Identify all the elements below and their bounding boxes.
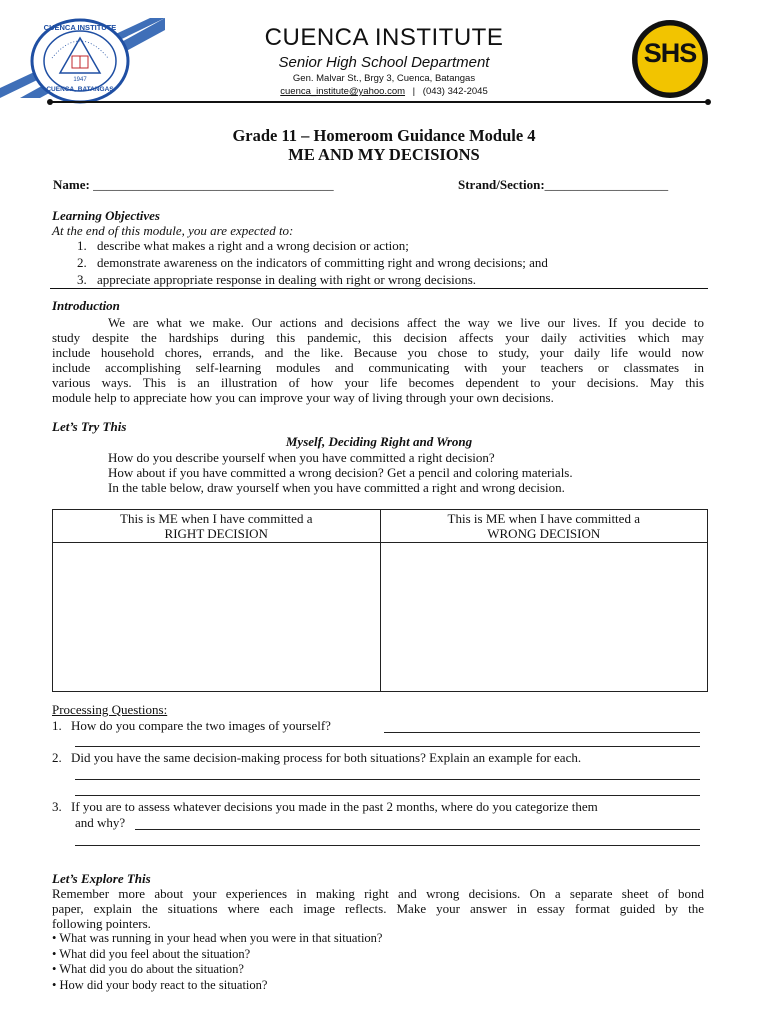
bullet: • (52, 931, 57, 945)
intro-line: various ways. This is an illustration of how your life becomes dependent to your decisions. May this (52, 375, 704, 390)
answer-line[interactable] (75, 746, 700, 747)
objective-text: describe what makes a right and a wrong decision or action; (97, 238, 409, 253)
objectives-intro: At the end of this module, you are expected to: (52, 223, 294, 238)
activity-instruction: How do you describe yourself when you have committed a right decision? (108, 450, 495, 465)
explore-line: Remember more about your experiences in making right and wrong decisions. On a separate sheet of bond (52, 886, 704, 901)
right-decision-header (53, 510, 381, 543)
question-text: How do you compare the two images of yourself? (71, 718, 331, 733)
question-1 (52, 718, 331, 734)
header-line: This is ME when I have committed a (447, 511, 640, 526)
activity-instruction: How about if you have committed a wrong decision? Get a pencil and coloring materials. (108, 465, 573, 480)
header-line: RIGHT DECISION (164, 526, 268, 541)
question-number: 1. (52, 718, 62, 733)
name-label: Name: (53, 177, 90, 192)
header-line: This is ME when I have committed a (120, 511, 313, 526)
processing-heading: Processing Questions: (52, 702, 168, 717)
pointer-list (52, 931, 382, 993)
department-name: Senior High School Department (278, 54, 490, 71)
strand-blank[interactable]: ___________________ (544, 177, 669, 192)
activity-instruction: In the table below, draw yourself when you have committed a right and wrong decision. (108, 480, 565, 495)
school-address: Gen. Malvar St., Brgy 3, Cuenca, Batangas (292, 73, 476, 84)
name-blank[interactable]: _____________________________________ (93, 177, 334, 192)
answer-line[interactable] (135, 829, 700, 830)
explore-line: following pointers. (52, 916, 151, 931)
objective-item (77, 272, 476, 288)
module-title: Grade 11 – Homeroom Guidance Module 4 (232, 126, 536, 145)
pointer-item (52, 962, 382, 978)
email-link[interactable]: cuenca_institute@yahoo.com (280, 86, 406, 97)
seal-year: 1947 (73, 77, 87, 83)
intro-line: module help to appreciate how you can improve your way of living through your own decisions. (52, 390, 554, 405)
intro-line: include accomplishing self-learning modules and communicating with your teachers or classmates in (52, 360, 704, 375)
pointer-text: How did your body react to the situation? (59, 977, 268, 992)
school-name: CUENCA INSTITUTE (264, 24, 504, 51)
question-text: If you are to assess whatever decisions you made in the past 2 months, where do you categorize them (71, 799, 598, 814)
objective-text: demonstrate awareness on the indicators of committing right and wrong decisions; and (97, 255, 548, 270)
contact-separator: | (412, 86, 416, 97)
header-line: WRONG DECISION (487, 526, 601, 541)
objective-number: 2. (77, 255, 87, 270)
try-this-heading: Let’s Try This (52, 419, 127, 434)
drawing-table (52, 509, 708, 692)
divider-dot-right (705, 99, 711, 105)
right-decision-drawing-area[interactable] (53, 543, 381, 692)
pointer-item (52, 947, 382, 963)
divider-dot-left (47, 99, 53, 105)
answer-line[interactable] (75, 845, 700, 846)
wrong-decision-header (380, 510, 708, 543)
question-3 (52, 799, 704, 815)
intro-line: include household chores, errands, and the like. Because you chose to study, your daily life would now (52, 345, 704, 360)
intro-line: We are what we make. Our actions and decisions affect the way we live our lives. If you decide to (108, 315, 704, 330)
pointer-text: What did you do about the situation? (59, 962, 244, 976)
bullet: • (52, 962, 57, 976)
name-field (53, 177, 334, 193)
question-text: Did you have the same decision-making process for both situations? Explain an example for each. (71, 750, 582, 765)
bullet: • (52, 946, 57, 961)
question-number: 3. (52, 799, 62, 814)
intro-line: study despite the hardships during this pandemic, this decision affects your daily activities which may (52, 330, 704, 345)
question-2 (52, 750, 581, 766)
answer-line[interactable] (75, 779, 700, 780)
bullet: • (52, 977, 57, 992)
objective-item (77, 255, 548, 271)
objective-item (77, 238, 409, 254)
introduction-heading: Introduction (52, 298, 120, 313)
shs-logo-text: SHS (643, 38, 697, 68)
question-3-continued: and why? (75, 815, 126, 830)
explore-line: paper, explain the situations where each image reflects. Make your answer in essay format guided by the (52, 901, 704, 916)
strand-field (458, 177, 668, 193)
section-divider (50, 288, 708, 289)
module-subtitle: ME AND MY DECISIONS (288, 145, 480, 164)
pointer-item (52, 931, 382, 947)
seal-top-text: CUENCA INSTITUTE (43, 23, 117, 32)
objective-text: appreciate appropriate response in dealing with right or wrong decisions. (97, 272, 477, 287)
pointer-text: What did you feel about the situation? (59, 946, 251, 961)
phone-number: (043) 342-2045 (422, 86, 488, 97)
wrong-decision-drawing-area[interactable] (380, 543, 708, 692)
activity-title: Myself, Deciding Right and Wrong (285, 434, 473, 449)
answer-line[interactable] (384, 732, 700, 733)
objective-number: 1. (77, 238, 87, 253)
pointer-item (52, 978, 382, 994)
objective-number: 3. (77, 272, 87, 287)
header-divider (50, 101, 708, 103)
objectives-heading: Learning Objectives (52, 208, 160, 223)
answer-line[interactable] (75, 795, 700, 796)
seal-bottom-text: CUENCA, BATANGAS (46, 86, 114, 93)
question-number: 2. (52, 750, 62, 765)
strand-label: Strand/Section: (458, 177, 545, 192)
explore-heading: Let’s Explore This (52, 871, 151, 886)
pointer-text: What was running in your head when you were in that situation? (59, 931, 383, 945)
